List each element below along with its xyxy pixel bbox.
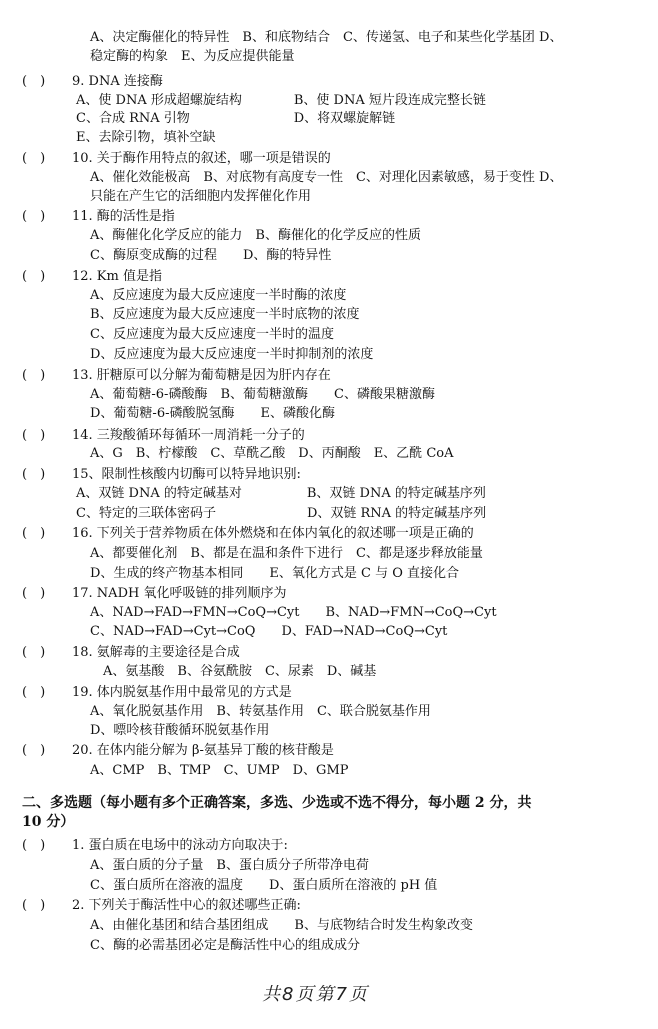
question-stem bbox=[22, 149, 331, 169]
answer-options: C、酶原变成酶的过程 D、酶的特异性 bbox=[90, 248, 332, 263]
page-footer-handwritten: 共8页第7页 bbox=[262, 984, 369, 1005]
answer-blank: ( ) bbox=[22, 586, 46, 601]
answer-blank: ( ) bbox=[22, 743, 46, 758]
answer-options: C、NAD→FAD→Cyt→CoQ D、FAD→NAD→CoQ→Cyt bbox=[90, 624, 448, 639]
answer-blank: ( ) bbox=[22, 428, 46, 443]
answer-options: D、反应速度为最大反应速度一半时抑制剂的浓度 bbox=[90, 347, 374, 362]
answer-options: C、合成 RNA 引物 D、将双螺旋解链 bbox=[76, 111, 396, 126]
section-heading: 10 分） bbox=[22, 814, 75, 830]
question-text: 14. 三羧酸循环每循环一周消耗一分子的 bbox=[72, 428, 305, 443]
answer-options: A、酶催化化学反应的能力 B、酶催化的化学反应的性质 bbox=[90, 228, 421, 243]
answer-options: A、双链 DNA 的特定碱基对 B、双链 DNA 的特定碱基序列 bbox=[76, 486, 486, 501]
answer-options: A、CMP B、TMP C、UMP D、GMP bbox=[90, 763, 349, 778]
answer-blank: ( ) bbox=[22, 898, 46, 913]
answer-options: D、生成的终产物基本相同 E、氧化方式是 C 与 O 直接化合 bbox=[90, 566, 460, 581]
question-text: 2. 下列关于酶活性中心的叙述哪些正确: bbox=[72, 898, 301, 913]
answer-options: A、使 DNA 形成超螺旋结构 B、使 DNA 短片段连成完整长链 bbox=[76, 93, 486, 108]
question-stem bbox=[22, 465, 301, 485]
answer-options: E、去除引物，填补空缺 bbox=[76, 130, 216, 145]
answer-options: A、葡萄糖-6-磷酸酶 B、葡萄糖激酶 C、磷酸果糖激酶 bbox=[90, 387, 435, 402]
question-stem bbox=[22, 207, 175, 227]
question-text: 18. 氨解毒的主要途径是合成 bbox=[72, 645, 240, 660]
answer-options: A、氨基酸 B、谷氨酰胺 C、尿素 D、碱基 bbox=[90, 664, 377, 679]
answer-blank: ( ) bbox=[22, 467, 46, 482]
question-stem bbox=[22, 683, 292, 703]
answer-blank: ( ) bbox=[22, 838, 46, 853]
question-stem bbox=[22, 896, 301, 916]
question-stem bbox=[22, 584, 286, 604]
answer-options: C、特定的三联体密码子 D、双链 RNA 的特定碱基序列 bbox=[76, 506, 487, 521]
answer-options: A、反应速度为最大反应速度一半时酶的浓度 bbox=[90, 288, 347, 303]
question-text: 10. 关于酶作用特点的叙述，哪一项是错误的 bbox=[72, 151, 331, 166]
answer-options: A、都要催化剂 B、都是在温和条件下进行 C、都是逐步释放能量 bbox=[90, 546, 483, 561]
answer-options: C、蛋白质所在溶液的温度 D、蛋白质所在溶液的 pH 值 bbox=[90, 878, 438, 893]
question-stem bbox=[22, 741, 334, 761]
answer-options: A、催化效能极高 B、对底物有高度专一性 C、对理化因素敏感，易于变性 D、 bbox=[90, 170, 563, 185]
question-text: 20. 在体内能分解为 β-氨基异丁酸的核苷酸是 bbox=[72, 743, 334, 758]
question-text: 13. 肝糖原可以分解为葡萄糖是因为肝内存在 bbox=[72, 368, 331, 383]
answer-options: A、NAD→FAD→FMN→CoQ→Cyt B、NAD→FMN→CoQ→Cyt bbox=[90, 605, 497, 620]
question-text: 11. 酶的活性是指 bbox=[72, 209, 175, 224]
answer-options: C、酶的必需基团必定是酶活性中心的组成成分 bbox=[90, 938, 360, 953]
question-text: 15、限制性核酸内切酶可以特异地识别: bbox=[72, 467, 301, 482]
question-stem bbox=[22, 643, 240, 663]
answer-options: A、决定酶催化的特异性 B、和底物结合 C、传递氢、电子和某些化学基团 D、 bbox=[90, 30, 563, 45]
answer-options: A、G B、柠檬酸 C、草酰乙酸 D、丙酮酸 E、乙酰 CoA bbox=[90, 446, 454, 461]
answer-options: B、反应速度为最大反应速度一半时底物的浓度 bbox=[90, 307, 360, 322]
answer-blank: ( ) bbox=[22, 368, 46, 383]
answer-options: D、嘌呤核苷酸循环脱氨基作用 bbox=[90, 723, 270, 738]
answer-options: C、反应速度为最大反应速度一半时的温度 bbox=[90, 327, 334, 342]
answer-options: A、蛋白质的分子量 B、蛋白质分子所带净电荷 bbox=[90, 858, 369, 873]
answer-options: D、葡萄糖-6-磷酸脱氢酶 E、磷酸化酶 bbox=[90, 406, 335, 421]
answer-blank: ( ) bbox=[22, 685, 46, 700]
answer-options: A、氧化脱氨基作用 B、转氨基作用 C、联合脱氨基作用 bbox=[90, 704, 431, 719]
answer-blank: ( ) bbox=[22, 645, 46, 660]
answer-blank: ( ) bbox=[22, 269, 46, 284]
answer-options: A、由催化基团和结合基团组成 B、与底物结合时发生构象改变 bbox=[90, 918, 473, 933]
answer-options: 稳定酶的构象 E、为反应提供能量 bbox=[90, 49, 295, 64]
question-text: 17. NADH 氧化呼吸链的排列顺序为 bbox=[72, 586, 287, 601]
section-heading: 二、多选题（每小题有多个正确答案，多选、少选或不选不得分，每小题 2 分，共 bbox=[22, 795, 532, 811]
answer-options: 只能在产生它的活细胞内发挥催化作用 bbox=[90, 189, 312, 204]
question-text: 12. Km 值是指 bbox=[72, 269, 162, 284]
question-text: 1. 蛋白质在电场中的泳动方向取决于: bbox=[72, 838, 288, 853]
question-stem bbox=[22, 366, 331, 386]
question-text: 16. 下列关于营养物质在体外燃烧和在体内氧化的叙述哪一项是正确的 bbox=[72, 526, 474, 541]
answer-blank: ( ) bbox=[22, 209, 46, 224]
question-stem bbox=[22, 524, 474, 544]
question-stem bbox=[22, 836, 288, 856]
question-stem bbox=[22, 267, 162, 287]
question-stem bbox=[22, 426, 305, 446]
answer-blank: ( ) bbox=[22, 151, 46, 166]
question-text: 19. 体内脱氨基作用中最常见的方式是 bbox=[72, 685, 292, 700]
answer-blank: ( ) bbox=[22, 74, 46, 89]
question-text: 9. DNA 连接酶 bbox=[72, 74, 163, 89]
answer-blank: ( ) bbox=[22, 526, 46, 541]
question-stem bbox=[22, 72, 163, 92]
